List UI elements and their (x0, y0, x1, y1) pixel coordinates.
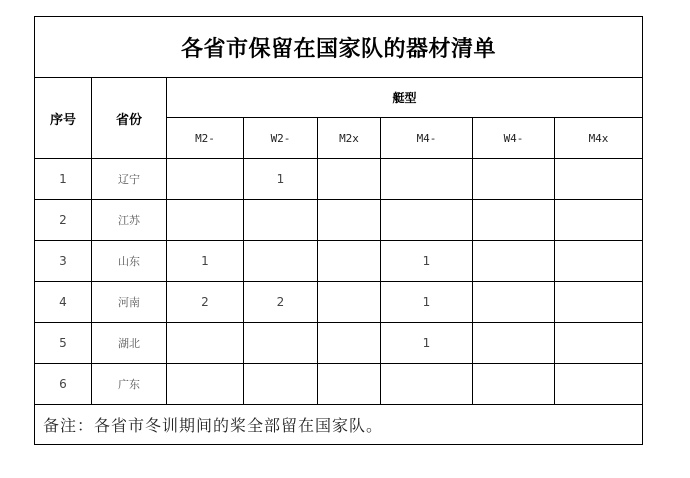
row-cell: 2 (167, 282, 244, 323)
row-cell (318, 159, 381, 200)
row-cell (244, 323, 318, 364)
row-cell (473, 282, 555, 323)
row-province: 湖北 (92, 323, 167, 364)
row-cell (555, 323, 643, 364)
row-province: 江苏 (92, 200, 167, 241)
row-cell (167, 200, 244, 241)
row-province: 广东 (92, 364, 167, 405)
row-index: 6 (35, 364, 92, 405)
row-cell: 1 (381, 282, 473, 323)
row-index: 3 (35, 241, 92, 282)
table-row (35, 200, 643, 241)
header-col-w2-minus: W2- (244, 118, 318, 159)
header-col-m4x: M4x (555, 118, 643, 159)
row-cell (381, 200, 473, 241)
row-cell (473, 159, 555, 200)
row-cell: 1 (167, 241, 244, 282)
row-cell (381, 364, 473, 405)
row-cell (318, 282, 381, 323)
row-cell (381, 159, 473, 200)
header-col-m2x: M2x (318, 118, 381, 159)
row-cell (473, 323, 555, 364)
row-cell: 1 (244, 159, 318, 200)
header-index: 序号 (35, 78, 92, 159)
table-row (35, 159, 643, 200)
header-province: 省份 (92, 78, 167, 159)
row-cell (473, 241, 555, 282)
row-cell (555, 159, 643, 200)
table-row (35, 282, 643, 323)
row-province: 辽宁 (92, 159, 167, 200)
row-cell (555, 282, 643, 323)
equipment-table (34, 16, 643, 445)
row-cell (555, 364, 643, 405)
row-province: 河南 (92, 282, 167, 323)
row-index: 5 (35, 323, 92, 364)
header-col-m2-minus: M2- (167, 118, 244, 159)
row-cell (473, 364, 555, 405)
table-note: 备注：各省市冬训期间的桨全部留在国家队。 (35, 405, 643, 445)
row-cell (555, 200, 643, 241)
row-cell (167, 323, 244, 364)
row-cell: 1 (381, 241, 473, 282)
row-cell (167, 159, 244, 200)
row-cell (318, 364, 381, 405)
header-boat-type: 艇型 (167, 78, 643, 118)
row-cell (473, 200, 555, 241)
row-cell (318, 241, 381, 282)
row-cell (244, 364, 318, 405)
row-cell (318, 323, 381, 364)
row-cell: 2 (244, 282, 318, 323)
row-cell (555, 241, 643, 282)
table-row (35, 323, 643, 364)
row-index: 2 (35, 200, 92, 241)
row-province: 山东 (92, 241, 167, 282)
row-cell: 1 (381, 323, 473, 364)
table-row (35, 364, 643, 405)
table-row (35, 241, 643, 282)
header-col-m4-minus: M4- (381, 118, 473, 159)
header-col-w4-minus: W4- (473, 118, 555, 159)
row-cell (318, 200, 381, 241)
row-index: 1 (35, 159, 92, 200)
row-cell (167, 364, 244, 405)
row-cell (244, 200, 318, 241)
row-index: 4 (35, 282, 92, 323)
table-title: 各省市保留在国家队的器材清单 (35, 17, 643, 78)
row-cell (244, 241, 318, 282)
